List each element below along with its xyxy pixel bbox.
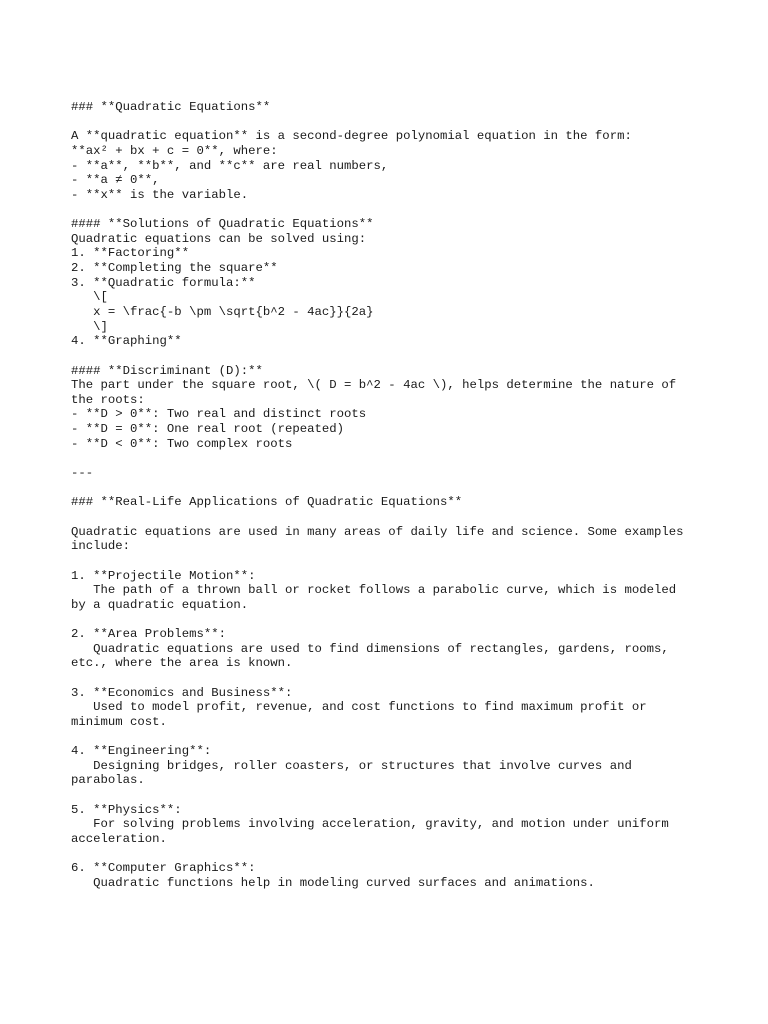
text-line: Designing bridges, roller coasters, or structures that involve curves and xyxy=(71,758,632,773)
blank-line xyxy=(71,202,751,217)
text-line: \] xyxy=(71,319,108,334)
text-line: include: xyxy=(71,539,131,554)
text-line: minimum cost. xyxy=(71,714,167,729)
text-line: 3. **Quadratic formula:** xyxy=(71,275,256,290)
text-line: - **D > 0**: Two real and distinct roots xyxy=(71,407,367,422)
blank-line xyxy=(71,847,751,862)
blank-line xyxy=(71,451,751,466)
text-line: A **quadratic equation** is a second-degree polynomial equation in the form: xyxy=(71,129,632,144)
text-line: by a quadratic equation. xyxy=(71,597,249,612)
text-line: - **D < 0**: Two complex roots xyxy=(71,436,293,451)
text-line: For solving problems involving acceleration, gravity, and motion under uniform xyxy=(71,817,669,832)
text-line: acceleration. xyxy=(71,832,167,847)
blank-line xyxy=(71,510,751,525)
text-line: - **a ≠ 0**, xyxy=(71,173,160,188)
text-line: #### **Solutions of Quadratic Equations** xyxy=(71,217,374,232)
blank-line xyxy=(71,554,751,569)
text-line: x = \frac{-b \pm \sqrt{b^2 - 4ac}}{2a} xyxy=(71,304,374,319)
blank-line xyxy=(71,115,751,130)
text-line: The part under the square root, \( D = b^2 - 4ac \), helps determine the nature of xyxy=(71,378,677,393)
text-line: Quadratic equations are used in many areas of daily life and science. Some examples xyxy=(71,524,684,539)
document-body xyxy=(71,100,751,891)
text-line: - **x** is the variable. xyxy=(71,187,249,202)
blank-line xyxy=(71,788,751,803)
text-line: 4. **Engineering**: xyxy=(71,744,212,759)
blank-line xyxy=(71,671,751,686)
text-line: Quadratic functions help in modeling curved surfaces and animations. xyxy=(71,875,595,890)
text-line: - **D = 0**: One real root (repeated) xyxy=(71,422,345,437)
text-line: Quadratic equations are used to find dimensions of rectangles, gardens, rooms, xyxy=(71,641,669,656)
text-line: **ax² + bx + c = 0**, where: xyxy=(71,143,278,158)
text-line: 3. **Economics and Business**: xyxy=(71,685,293,700)
text-line: ### **Real-Life Applications of Quadratic Equations** xyxy=(71,495,463,510)
text-line: 2. **Completing the square** xyxy=(71,261,278,276)
text-line: 4. **Graphing** xyxy=(71,334,182,349)
text-line: 6. **Computer Graphics**: xyxy=(71,861,256,876)
text-line: etc., where the area is known. xyxy=(71,656,293,671)
blank-line xyxy=(71,730,751,745)
text-line: 1. **Projectile Motion**: xyxy=(71,568,256,583)
blank-line xyxy=(71,481,751,496)
blank-line xyxy=(71,612,751,627)
text-line: - **a**, **b**, and **c** are real numbers, xyxy=(71,158,389,173)
text-line: --- xyxy=(71,466,94,481)
text-line: ### **Quadratic Equations** xyxy=(71,100,271,114)
text-line: parabolas. xyxy=(71,773,145,788)
text-line: Used to model profit, revenue, and cost functions to find maximum profit or xyxy=(71,700,647,715)
text-line: The path of a thrown ball or rocket follows a parabolic curve, which is modeled xyxy=(71,583,677,598)
blank-line xyxy=(71,349,751,364)
text-line: 2. **Area Problems**: xyxy=(71,627,226,642)
text-line: 5. **Physics**: xyxy=(71,802,182,817)
text-line: \[ xyxy=(71,290,108,305)
text-line: 1. **Factoring** xyxy=(71,246,190,261)
text-line: the roots: xyxy=(71,392,145,407)
text-line: #### **Discriminant (D):** xyxy=(71,363,263,378)
text-line: Quadratic equations can be solved using: xyxy=(71,231,367,246)
